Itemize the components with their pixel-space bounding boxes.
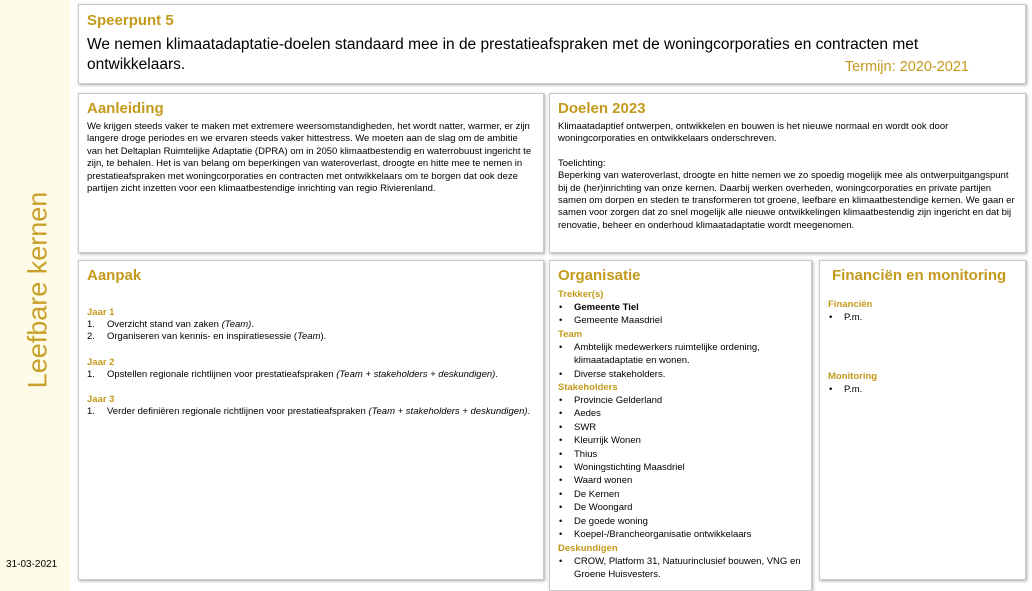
list-item-text: Gemeente Tiel: [574, 302, 639, 313]
list-item-text: Kleurrijk Wonen: [574, 435, 641, 447]
list-item-text: Aedes: [574, 408, 601, 420]
bullet: •: [829, 384, 833, 396]
financien-title: Financiën en monitoring: [832, 267, 1007, 284]
list-item: [87, 369, 535, 381]
list-item: [558, 488, 803, 501]
bullet: •: [829, 312, 833, 323]
bullet: •: [559, 408, 563, 420]
item-main: Opstellen regionale richtlijnen voor prestatieafspraken: [107, 368, 337, 380]
item-tail: .: [251, 319, 254, 330]
organisatie-panel: [549, 260, 812, 591]
stakeholders-label: Stakeholders: [558, 382, 618, 394]
list-item-text: SWR: [574, 421, 597, 433]
item-text: [107, 406, 530, 418]
item-number: 1.: [87, 406, 95, 418]
speerpunt-code: Speerpunt 5: [87, 12, 174, 29]
list-item: [558, 301, 803, 314]
list-item: [87, 331, 535, 343]
aanleiding-text: We krijgen steeds vaker te maken met extremere weersomstandigheden, het wordt natter, warmer, er zijn langere droge periodes en we ervaren steeds vaker hittestress. We moeten aan de slag om de ambitie van het Deltaplan Ruimtelijke Adaptatie (DPRA) om in 2050 klimaatbestendig en waterrobuust ingericht te zijn, te behalen. Het is van belang om beperkingen van wateroverlast, droogte en hitte mee te nemen in prestatieafspraken met woningcorporaties en contracten met ontwikkelaars om te borgen dat ook deze partijen zicht inzetten voor een klimaatbestendige inrichting van regio Rivierenland.: [87, 121, 532, 195]
toelichting-label: Toelichting:: [558, 157, 606, 169]
item-number: 1.: [87, 368, 95, 380]
list-item: [558, 314, 803, 327]
list-item-text: Gemeente Maasdriel: [574, 315, 663, 327]
bullet: •: [559, 368, 563, 380]
bullet: •: [559, 529, 563, 541]
bullet: •: [559, 448, 563, 460]
toelichting-text: Beperking van wateroverlast, droogte en hitte nemen we zo spoedig mogelijk mee als ontwerpuitgangspunt bij de (her)inrichting van onze kernen. Daarbij werken overheden, woningcorporaties en private partijen samen om dorpen en steden te transformeren tot groene, leefbare en klimaatbestendige kernen. We gaan er samen voor zorgen dat zo snel mogelijk alle nieuwe ontwikkelingen klimaatbestendig zijn ingericht en dat bij renovatie, beheer en onderhoud klimaatadaptatie wordt meegenomen.: [558, 170, 1015, 231]
bullet: •: [559, 502, 563, 514]
item-main: Overzicht stand van zaken: [107, 319, 222, 330]
list-item-text: Provincie Gelderland: [574, 395, 663, 407]
monitoring-value: P.m.: [844, 384, 863, 396]
list-item: [558, 341, 803, 368]
doelen-panel: [549, 93, 1026, 253]
list-item: [87, 406, 535, 418]
list-item-text: Thius: [574, 448, 598, 460]
list-item-text: De goede woning: [574, 515, 648, 527]
organisatie-title: Organisatie: [558, 267, 641, 284]
list-item: [558, 407, 803, 420]
list-item: [828, 311, 1017, 324]
list-item-text: Ambtelijk medewerkers ruimtelijke ordening, klimaatadaptatie en wonen.: [574, 341, 760, 367]
list-item: [828, 383, 1017, 396]
list-item-text: De Woongard: [574, 502, 633, 514]
bullet: •: [559, 488, 563, 500]
year-3-list: [87, 406, 535, 418]
item-number: 1.: [87, 319, 95, 330]
list-item: [558, 515, 803, 528]
bullet: •: [559, 462, 563, 474]
team-label: Team: [558, 328, 583, 340]
trekkers-list: [558, 301, 803, 328]
aanpak-title: Aanpak: [87, 267, 142, 284]
list-item-text: Woningstichting Maasdriel: [574, 462, 685, 474]
list-item: [558, 434, 803, 447]
financien-list: [828, 311, 1017, 324]
bullet: •: [559, 475, 563, 487]
list-item: [87, 319, 535, 331]
item-italic: Team: [297, 331, 321, 343]
header-panel: [78, 4, 1026, 84]
bullet: •: [559, 435, 563, 447]
year-label: Jaar 1: [87, 307, 115, 318]
trekkers-label: Trekker(s): [558, 289, 604, 300]
item-text: [107, 319, 254, 331]
list-item: [558, 394, 803, 407]
bullet: •: [559, 515, 563, 527]
doelen-title: Doelen 2023: [558, 100, 646, 117]
list-item-text: Diverse stakeholders.: [574, 368, 666, 380]
item-tail: .: [527, 406, 531, 418]
list-item-text: Koepel-/Brancheorganisatie ontwikkelaars: [574, 529, 752, 541]
item-italic: (Team): [221, 319, 252, 330]
doelen-text: Klimaatadaptief ontwerpen, ontwikkelen en bouwen is het nieuwe normaal en wordt ook door woningcorporaties en ontwikkelaars onderschreven.: [558, 121, 949, 145]
bullet: •: [559, 395, 563, 407]
list-item: [558, 461, 803, 474]
monitoring-label: Monitoring: [828, 371, 878, 383]
item-main: Organiseren van kennis- en inspiratiesessie (: [107, 331, 298, 343]
document-date: 31-03-2021: [6, 559, 58, 570]
item-text: [107, 331, 326, 343]
bullet: •: [559, 421, 563, 433]
item-italic: (Team + stakeholders + deskundigen): [336, 368, 496, 380]
financien-panel: [819, 260, 1026, 580]
item-number: 2.: [87, 331, 95, 343]
year-1-list: [87, 319, 535, 344]
list-item: [558, 528, 803, 541]
list-item-text: Waard wonen: [574, 475, 633, 487]
list-item: [558, 474, 803, 487]
aanleiding-panel: [78, 93, 544, 253]
list-item: [558, 555, 803, 582]
item-text: [107, 369, 498, 381]
year-label: Jaar 3: [87, 394, 115, 406]
list-item-text: De Kernen: [574, 488, 620, 500]
aanleiding-title: Aanleiding: [87, 100, 164, 117]
bullet: •: [559, 302, 563, 313]
year-label: Jaar 2: [87, 356, 115, 368]
aanpak-panel: [78, 260, 544, 580]
monitoring-list: [828, 383, 1017, 396]
team-list: [558, 341, 803, 381]
financien-label: Financiën: [828, 299, 873, 310]
speerpunt-statement: We nemen klimaatadaptatie-doelen standaard mee in de prestatieafspraken met de woningcorporaties en contracten met ontwikkelaars.: [87, 36, 919, 73]
sidebar: [0, 0, 70, 591]
item-tail: .: [495, 368, 498, 380]
financien-value: P.m.: [844, 312, 863, 323]
bullet: •: [559, 315, 563, 327]
item-tail: ).: [320, 331, 327, 343]
item-italic: (Team + stakeholders + deskundigen): [368, 406, 528, 418]
stakeholders-list: [558, 394, 803, 541]
list-item: [558, 448, 803, 461]
sidebar-title: Leefbare kernen: [22, 191, 53, 389]
list-item-text: CROW, Platform 31, Natuurinclusief bouwen, VNG en Groene Huisvesters.: [574, 555, 801, 580]
termijn-label: Termijn: 2020-2021: [844, 59, 969, 75]
year-2-list: [87, 369, 535, 381]
deskundigen-list: [558, 555, 803, 582]
deskundigen-label: Deskundigen: [558, 542, 618, 554]
item-main: Verder definiëren regionale richtlijnen voor prestatieafspraken: [107, 406, 369, 418]
list-item: [558, 368, 803, 381]
bullet: •: [559, 555, 563, 567]
list-item: [558, 421, 803, 434]
list-item: [558, 501, 803, 514]
bullet: •: [559, 341, 563, 353]
